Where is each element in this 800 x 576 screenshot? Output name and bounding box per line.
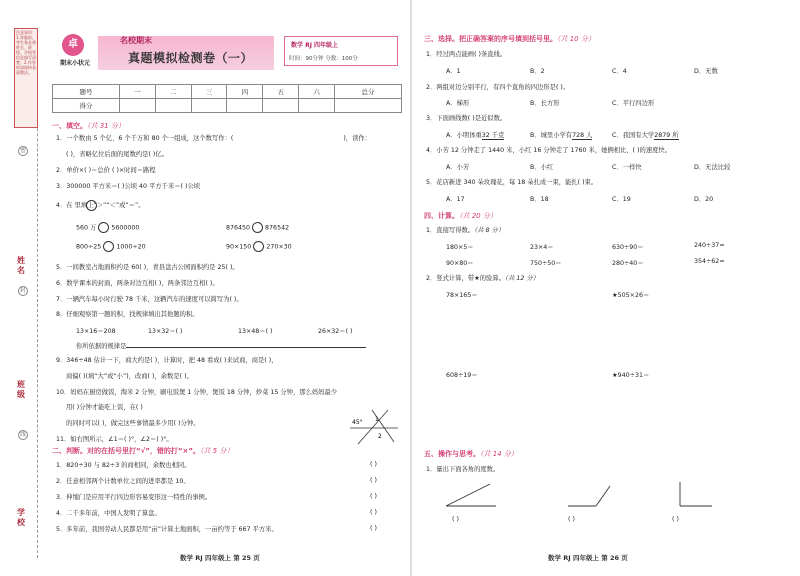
choice-option: D．无数 <box>694 68 718 75</box>
question-10a: 10．妈妈在厨房做饭，淘米 2 分钟，刷电饭煲 1 分钟，煲饭 18 分钟，炒菜 15 分钟，那么妈妈最少 <box>56 389 338 396</box>
section-title-text: 五、操作与思考。 <box>424 450 480 458</box>
choice-option: A．梯形 <box>446 100 470 107</box>
section-points: （共 14 分） <box>480 450 518 458</box>
choice-option: C．我国有大学2879 所 <box>612 132 679 139</box>
judge-paren[interactable]: ( ) <box>370 461 377 468</box>
judge-paren[interactable]: ( ) <box>370 493 377 500</box>
question-9b: 商偏( )(填“大”或“小”)，改商( )，余数是( )。 <box>66 373 193 380</box>
seal-mark-3: 线 <box>19 431 26 438</box>
seal-mark-2: 封 <box>19 287 26 294</box>
vertical-calc-item: 608÷19＝ <box>446 372 478 379</box>
choice-option: C．19 <box>612 196 631 203</box>
angle-answer-paren[interactable]: ( ) <box>452 516 459 523</box>
score-cell[interactable] <box>334 99 401 113</box>
score-table <box>52 84 402 113</box>
compare-circle[interactable] <box>253 241 264 252</box>
pattern-calc: 26×32＝( ) <box>318 328 353 335</box>
class-field[interactable]: 班 级 <box>17 380 25 399</box>
choice-option: B．2 <box>530 68 545 75</box>
question-3: 3．300000 平方米＝( )公顷 40 平方千米＝( )公顷 <box>56 183 201 190</box>
section-fill-blank-title <box>52 121 125 131</box>
series-tag: 名校期末 <box>120 36 152 45</box>
judge-item: 1．820÷30 与 82÷3 的商相同，余数也相同。 <box>56 462 191 469</box>
section-points: （共 31 分） <box>87 122 125 130</box>
judge-paren[interactable]: ( ) <box>370 525 377 532</box>
score-header-cell: 二 <box>155 85 191 99</box>
oral-calc-item: 750÷50＝ <box>530 260 562 267</box>
time-score-line: 时间：90分钟 分数：100分 <box>289 56 358 62</box>
section-title-text: 三、选择。把正确答案的序号填到括号里。 <box>424 35 557 43</box>
pattern-calc: 13×32＝( ) <box>148 328 183 335</box>
question-text: )，读作： <box>343 135 371 142</box>
section-points: （共 20 分） <box>459 212 497 220</box>
question-7: 7．一辆汽车每小时行驶 78 千米，这辆汽车的速度可以简写为( )。 <box>56 296 243 303</box>
binding-strip <box>14 28 38 558</box>
question-9a: 9．346÷48 估计一下，商大约是( )，计算时，把 48 看成( )来试商，商是( )， <box>56 357 278 364</box>
question-10c: 的同时可以( )，做完这些事情最多少用( )分钟。 <box>66 420 200 427</box>
section-title-text: 一、填空。 <box>52 122 87 130</box>
oral-calc-item: 23×4＝ <box>530 244 554 251</box>
question-5: 5．一间教室占地面积约是 60( )，青县盘古公园面积约是 25( )。 <box>56 264 239 271</box>
subject-line: 数学 RJ 四年级上 <box>291 42 339 49</box>
choice-question-2: 2．两组对边分别平行，有四个直角的四边形是( )。 <box>426 84 570 91</box>
score-row-label: 得分 <box>53 99 120 113</box>
question-8: 8．仔细观察第一题的积，找规律填出其他题的积。 <box>56 311 199 318</box>
exam-title: 真题模拟检测卷（一） <box>128 51 254 65</box>
oral-calc-instruction <box>426 226 786 235</box>
angle-answer-paren[interactable]: ( ) <box>672 516 679 523</box>
angle-shape-2 <box>560 480 620 512</box>
angle-1-label: 1 <box>375 416 379 423</box>
section-choice-title <box>424 34 595 44</box>
answer-line[interactable] <box>126 341 366 348</box>
score-header-cell: 六 <box>299 85 335 99</box>
binding-note: 注意事项：1.答题前，考生务必将姓名、班级、学校等信息填写清楚。2.作答时请保持卷面整洁。 <box>14 28 38 128</box>
question-text: 1．直接写得数。 <box>426 227 475 234</box>
oral-calc-item: 240÷37≈ <box>694 242 725 249</box>
compare-item: 800÷25 1000÷20 <box>76 241 146 252</box>
pattern-basis <box>76 341 426 351</box>
judge-item: 5．多年前，我国劳动人民都是用“亩”计算土地面积，一亩约等于 667 平方米。 <box>56 526 278 533</box>
sub-points: （共 8 分） <box>474 227 505 234</box>
compare-circle-example <box>86 200 97 211</box>
section-points: （共 5 分） <box>199 447 234 455</box>
score-cell[interactable] <box>155 99 191 113</box>
compare-item: 876450 876542 <box>226 222 289 233</box>
section-title-text: 四、计算。 <box>424 212 459 220</box>
question-6: 6．数学课本的封面，两条对边互相( )，两条邻边互相( )。 <box>56 280 219 287</box>
page-footer-left: 数学 RJ 四年级上 第 25 页 <box>180 554 260 562</box>
choice-question-4: 4．小芳 12 分钟走了 1440 米，小红 16 分钟走了 1760 米，她俩相比，( )的速度快。 <box>426 147 672 154</box>
choice-question-3: 3．下面画线数( )是近似数。 <box>426 115 507 122</box>
underlined-number: 728 人 <box>572 132 593 139</box>
question-11: 11．如右图所示，∠1＝( )°，∠2＝( )°。 <box>56 436 173 443</box>
score-header-cell: 一 <box>119 85 155 99</box>
page-divider <box>410 0 412 576</box>
compare-circle[interactable] <box>98 222 109 233</box>
choice-option: C．4 <box>612 68 627 75</box>
sub-points: （共 12 分） <box>504 275 539 282</box>
judge-item: 3．伸缩门是应用平行四边形容易变形这一特性的事例。 <box>56 494 212 501</box>
underlined-number: 32 千克 <box>481 132 505 139</box>
choice-question-5: 5．花店新进 340 朵玫瑰花，每 18 朵扎成一束，能扎( )束。 <box>426 179 598 186</box>
angle-answer-paren[interactable]: ( ) <box>568 516 575 523</box>
choice-option: A．小芳 <box>446 164 470 171</box>
vertical-calc-item: ★940÷31＝ <box>612 372 650 379</box>
name-field[interactable]: 姓 名 <box>17 256 25 275</box>
angle-shape-3 <box>670 478 720 512</box>
compare-circle[interactable] <box>103 241 114 252</box>
school-field[interactable]: 学 校 <box>17 508 25 527</box>
vertical-calc-item: ★505×26＝ <box>612 292 650 299</box>
measure-angles-question: 1．量出下面各角的度数。 <box>426 466 500 473</box>
logo-subtitle: 期末小状元 <box>59 60 90 67</box>
choice-question-1: 1．经过两点能画( )条直线。 <box>426 51 507 58</box>
judge-paren[interactable]: ( ) <box>370 477 377 484</box>
angle-figure <box>348 408 400 446</box>
oral-calc-item: 280÷40＝ <box>612 260 644 267</box>
angle-shape-1 <box>440 480 500 512</box>
choice-option: D．无法比较 <box>694 164 731 171</box>
question-text: 4．在 里填上“＞”“＜”或“＝”。 <box>56 202 145 209</box>
section-title-text: 二、判断。对的在括号里打“√”，错的打“×”。 <box>52 447 200 455</box>
score-cell[interactable] <box>119 99 155 113</box>
score-header-cell: 总分 <box>334 85 401 99</box>
choice-option: D．20 <box>694 196 714 203</box>
score-header-cell: 五 <box>263 85 299 99</box>
choice-option: B．小红 <box>530 164 554 171</box>
judge-paren[interactable]: ( ) <box>370 509 377 516</box>
section-points: （共 10 分） <box>557 35 595 43</box>
section-judge-title <box>52 446 233 456</box>
choice-option: A．17 <box>446 196 465 203</box>
score-cell[interactable] <box>227 99 263 113</box>
score-header-cell: 四 <box>227 85 263 99</box>
score-header-cell: 题号 <box>53 85 120 99</box>
angle-2-label: 2 <box>378 433 382 440</box>
score-cell[interactable] <box>263 99 299 113</box>
judge-item: 4．二千多年前，中国人发明了算盘。 <box>56 510 161 517</box>
vertical-calc-instruction <box>426 274 786 283</box>
exam-info-box <box>284 36 398 66</box>
title-band <box>98 36 274 70</box>
score-cell[interactable] <box>191 99 227 113</box>
oral-calc-item: 90×80＝ <box>446 260 474 267</box>
underlined-number: 2879 所 <box>654 132 679 139</box>
compare-circle[interactable] <box>252 222 263 233</box>
page-footer-right: 数学 RJ 四年级上 第 26 页 <box>548 554 628 562</box>
section-operate-title <box>424 449 518 459</box>
choice-option: B．城里小学有728 人 <box>530 132 593 139</box>
question-text: 2．竖式计算，带★的验算。 <box>426 275 505 282</box>
choice-option: C．平行四边形 <box>612 100 655 107</box>
compare-item: 90×150 270×30 <box>226 241 292 252</box>
score-table-header-row <box>53 85 402 99</box>
vertical-calc-item: 78×165＝ <box>446 292 478 299</box>
pattern-calc: 13×48＝( ) <box>238 328 273 335</box>
question-10b: 用( )分钟才能吃上饭，在( ) <box>66 404 143 411</box>
choice-option: A．小明体重32 千克 <box>446 132 505 139</box>
choice-option: B．18 <box>530 196 549 203</box>
oral-calc-item: 354÷62≈ <box>694 258 725 265</box>
oral-calc-item: 630÷90＝ <box>612 244 644 251</box>
choice-option: C．一样快 <box>612 164 642 171</box>
question-text: 你所依据的规律是 <box>76 343 127 350</box>
choice-option: B．长方形 <box>530 100 560 107</box>
question-2: 2．单价×( )＝总价 ( )×时间＝路程 <box>56 167 156 174</box>
seal-mark-1: 密 <box>19 147 26 154</box>
question-text: 1．一个数由 5 个亿、6 个千万和 80 个一组成，这个数写作：( <box>56 135 234 142</box>
angle-45-label: 45° <box>352 419 363 426</box>
question-4 <box>56 201 406 210</box>
question-1b: ( )，省略亿位后面的尾数约是( )亿。 <box>66 151 168 158</box>
score-table-score-row <box>53 99 402 113</box>
judge-item: 2．任意相邻两个计数单位之间的进率都是 10。 <box>56 478 190 485</box>
score-cell[interactable] <box>299 99 335 113</box>
section-calc-title <box>424 211 497 221</box>
pattern-calc: 13×16＝208 <box>76 328 116 335</box>
brand-logo <box>52 32 98 72</box>
choice-option: A．1 <box>446 68 461 75</box>
oral-calc-item: 180×5＝ <box>446 244 474 251</box>
score-header-cell: 三 <box>191 85 227 99</box>
compare-item: 560 万 5600000 <box>76 222 139 233</box>
exam-header <box>52 32 402 76</box>
question-1a <box>56 134 406 143</box>
logo-icon: 卓 <box>62 34 84 56</box>
